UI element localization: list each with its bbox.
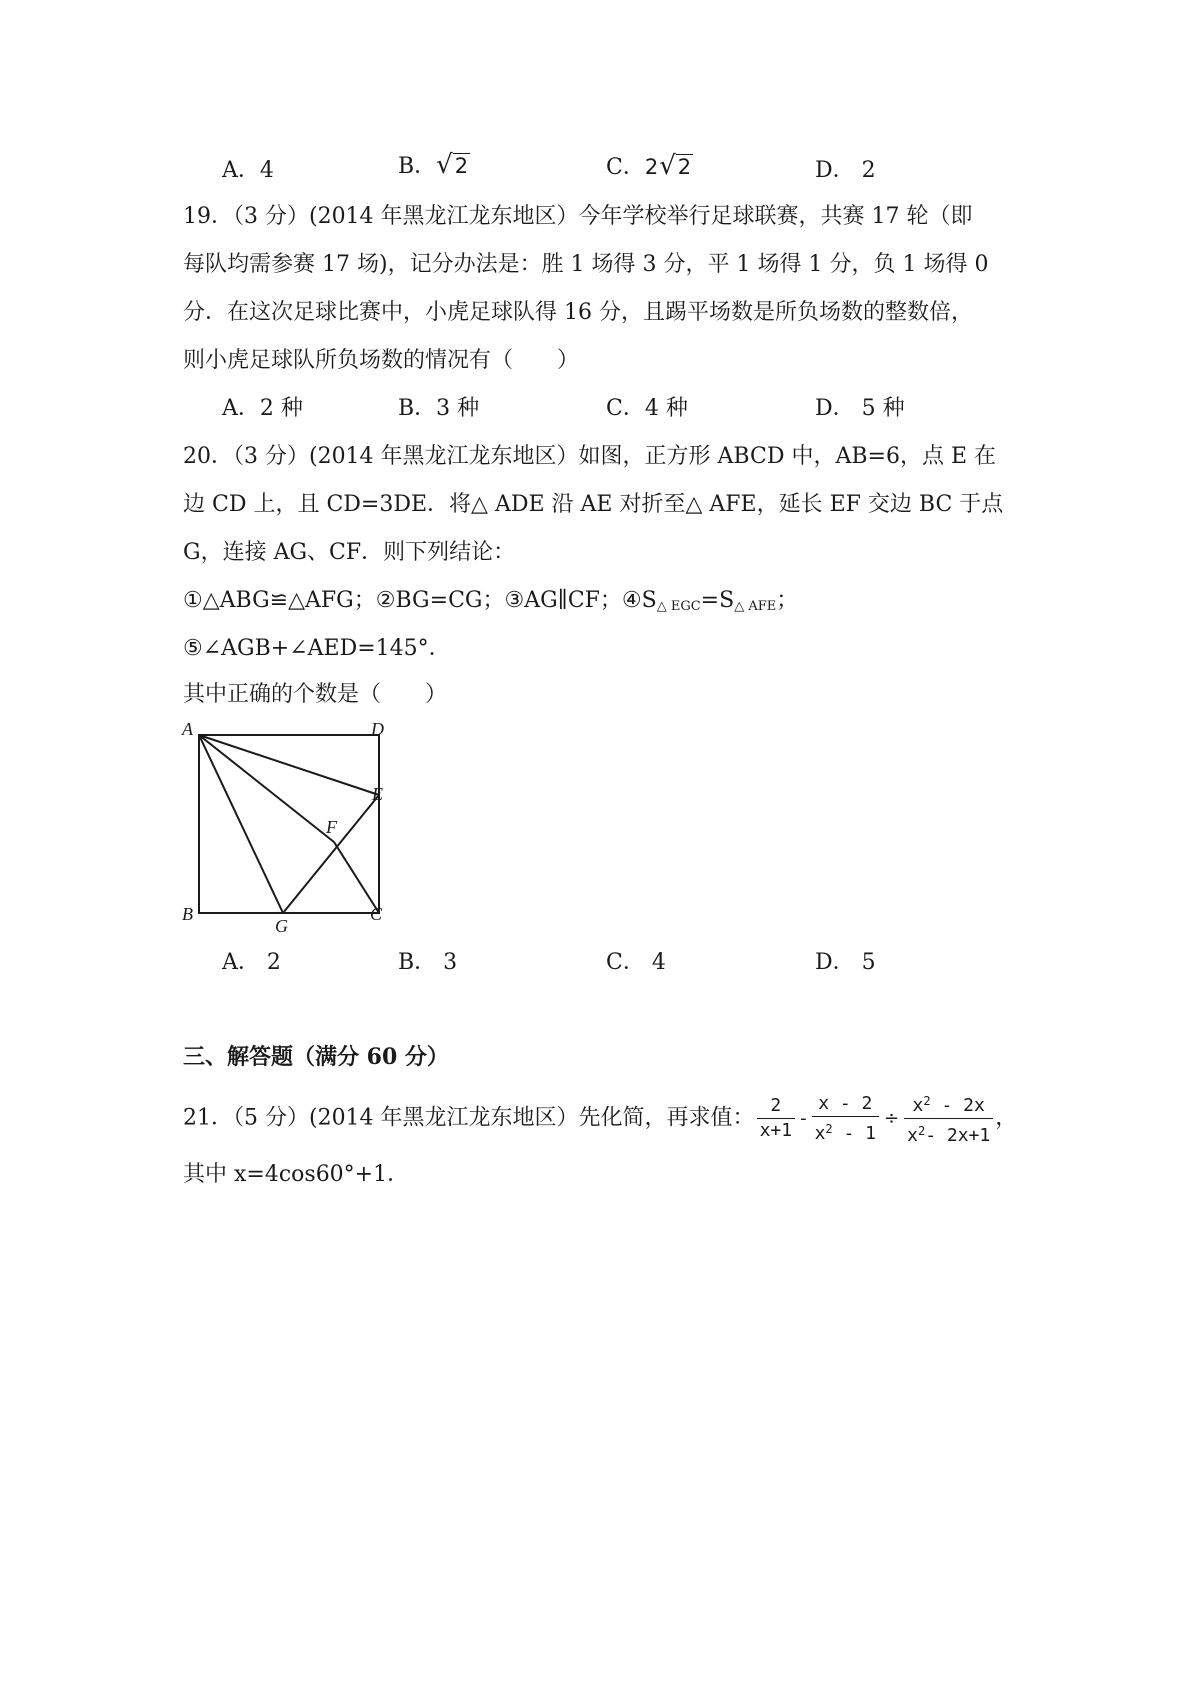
sqrt-symbol: √ 2 <box>436 150 469 180</box>
q18-option-b-label: B． <box>398 154 437 179</box>
section-3-heading: 三、解答题（满分 60 分） <box>183 1044 449 1070</box>
fraction-3-num-base: x <box>912 1095 924 1116</box>
label-c: C <box>370 904 383 924</box>
segment-af <box>199 735 334 842</box>
label-a: A <box>182 722 193 739</box>
q20-line-1: 20．（3 分）(2014 年黑龙江龙东地区）如图，正方形 ABCD 中，AB=6，点 E 在 <box>183 444 997 469</box>
q19-option-a: A．2 种 <box>222 396 303 421</box>
fraction-3-den-base: x <box>907 1125 918 1146</box>
q20-option-b: B． 3 <box>398 950 458 975</box>
label-d: D <box>371 722 384 739</box>
q20-question: 其中正确的个数是（ ） <box>183 682 448 707</box>
label-e: E <box>372 784 383 804</box>
q19-line-2: 每队均需参赛 17 场)，记分办法是：胜 1 场得 3 分，平 1 场得 1 分，负 1 场得 0 <box>183 252 989 277</box>
fraction-3-num-rest: - 2x <box>930 1095 985 1116</box>
q19-line-3: 分．在这次足球比赛中，小虎足球队得 16 分，且踢平场数是所负场数的整数倍， <box>183 300 973 325</box>
q20-option-a: A． 2 <box>222 950 281 975</box>
q20-option-c: C． 4 <box>606 950 666 975</box>
segment-fc <box>334 842 379 913</box>
q20-subscript-egc: △ EGC <box>656 599 701 614</box>
q21-prefix: 21．（5 分）(2014 年黑龙江龙东地区）先化简，再求值： <box>183 1105 755 1131</box>
fraction-3-den-rest: - 2x+1 <box>925 1125 991 1146</box>
q18-option-c-coef: 2 <box>644 155 659 179</box>
q19-line-1: 19．（3 分）(2014 年黑龙江龙东地区）今年学校举行足球联赛，共赛 17 轮（即 <box>183 204 973 229</box>
q20-conclusions-2: ⑤∠AGB+∠AED=145°． <box>183 636 451 661</box>
fraction-2-denominator <box>812 1116 879 1145</box>
q18-option-c-radicand: 2 <box>677 155 692 179</box>
q20-subscript-afe: △ AFE <box>734 599 777 614</box>
fraction-1-numerator: 2 <box>770 1095 782 1116</box>
q19-option-b: B．3 种 <box>398 396 480 421</box>
q18-option-c <box>606 152 693 183</box>
q21-line-2: 其中 x=4cos60°+1． <box>183 1162 410 1187</box>
q21-line-1 <box>183 1090 1017 1147</box>
segment-ae <box>199 735 379 795</box>
sqrt-symbol: √ 2 <box>659 151 692 181</box>
square-geometry-figure <box>178 722 398 932</box>
q19-line-4: 则小虎足球队所负场数的情况有（ ） <box>183 348 580 373</box>
q20-conclusions-text: ①△ABG≌△AFG；②BG=CG；③AG∥CF；④S <box>183 588 657 613</box>
fraction-3-numerator <box>910 1090 988 1118</box>
q18-option-a: A．4 <box>222 158 274 183</box>
fraction-2-numerator: x - 2 <box>818 1092 873 1114</box>
fraction-2-den-base: x <box>814 1122 826 1144</box>
q20-conclusions-end: ； <box>776 588 799 613</box>
q20-option-d: D． 5 <box>815 950 876 975</box>
fraction-2-den-exponent: 2 <box>825 1121 833 1136</box>
q18-option-b <box>398 152 470 182</box>
q20-conclusions-1 <box>183 586 798 622</box>
fraction-2-den-rest: - 1 <box>832 1122 877 1144</box>
label-g: G <box>275 916 288 932</box>
square-abcd <box>199 735 379 913</box>
label-f: F <box>326 817 337 837</box>
division-sign: ÷ <box>884 1107 900 1129</box>
q21-comma: ， <box>995 1105 1018 1131</box>
fraction-1 <box>757 1095 796 1142</box>
q18-option-d: D． 2 <box>815 158 876 183</box>
fraction-2 <box>812 1093 879 1145</box>
q19-option-c: C．4 种 <box>606 396 688 421</box>
q18-option-b-radicand: 2 <box>454 154 469 178</box>
q20-line-3: G，连接 AG、CF．则下列结论： <box>183 540 516 565</box>
fraction-1-denominator: x+1 <box>757 1118 796 1142</box>
fraction-3-num-exponent: 2 <box>923 1094 931 1108</box>
fraction-3 <box>904 1090 993 1147</box>
label-b: B <box>182 904 193 924</box>
segment-ag <box>199 735 283 913</box>
q18-option-c-label: C． <box>606 155 645 180</box>
q20-equals-s: =S <box>700 588 735 613</box>
q20-line-2: 边 CD 上，且 CD=3DE．将△ ADE 沿 AE 对折至△ AFE，延长 EF 交边 BC 于点 <box>183 492 1004 517</box>
fraction-3-denominator <box>904 1118 993 1147</box>
fraction-3-den-exponent: 2 <box>917 1124 926 1138</box>
minus-sign: - <box>800 1107 807 1129</box>
q19-option-d: D． 5 种 <box>815 396 905 421</box>
